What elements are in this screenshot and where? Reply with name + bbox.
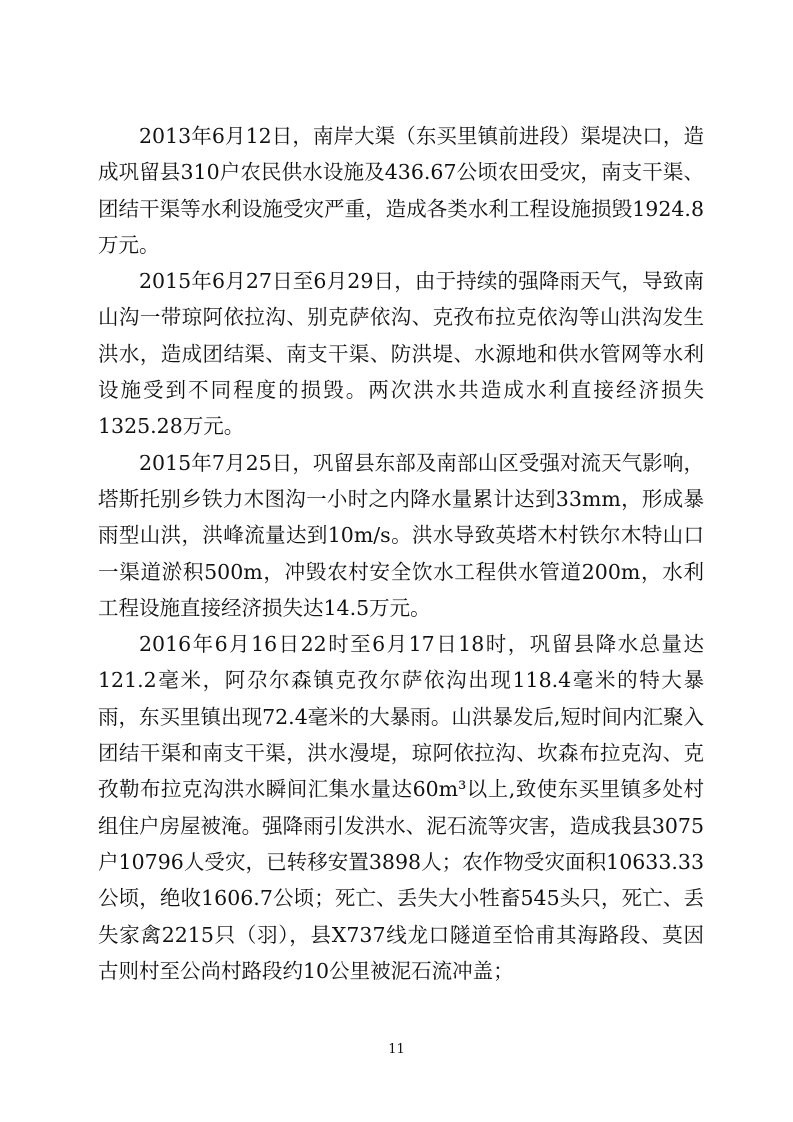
paragraph-2015-june-flood: 2015年6月27日至6月29日，由于持续的强降雨天气，导致南山沟一带琼阿依拉沟、别克萨依沟、克孜布拉克依沟等山洪沟发生洪水，造成团结渠、南支干渠、防洪堤、水源地和供水管网等水利设施受到不同程度的损毁。两次洪水共造成水利直接经济损失1325.28万元。 [98,269,704,439]
document-body [98,118,704,989]
page-number: 11 [388,1042,405,1057]
paragraph-2015-july-flood: 2015年7月25日，巩留县东部及南部山区受强对流天气影响，塔斯托别乡铁力木图沟一小时之内降水量累计达到33mm，形成暴雨型山洪，洪峰流量达到10m/s。洪水导致英塔木村铁尔木特山口一渠道淤积500m，冲毁农村安全饮水工程供水管道200m，水利工程设施直接经济损失达14.5万元。 [98,450,704,620]
paragraph-2016-flood: 2016年6月16日22时至6月17日18时，巩留县降水总量达121.2毫米，阿尕尔森镇克孜尔萨依沟出现118.4毫米的特大暴雨，东买里镇出现72.4毫米的大暴雨。山洪暴发后,短时间内汇聚入团结干渠和南支干渠，洪水漫堤，琼阿依拉沟、坎森布拉克沟、克孜勒布拉克沟洪水瞬间汇集水量达60m³以上,致使东买里镇多处村组住户房屋被淹。强降雨引发洪水、泥石流等灾害，造成我县3075户10796人受灾，已转移安置3898人；农作物受灾面积10633.33公顷，绝收1606.7公顷；死亡、丢失大小牲畜545头只，死亡、丢失家禽2215只（羽），县X737线龙口隧道至恰甫其海路段、莫因古则村至公尚村路段约10公里被泥石流冲盖； [98,632,704,983]
paragraph-2013-flood: 2013年6月12日，南岸大渠（东买里镇前进段）渠堤决口，造成巩留县310户农民供水设施及436.67公顷农田受灾，南支干渠、团结干渠等水利设施受灾严重，造成各类水利工程设施损毁1924.8万元。 [98,124,704,257]
